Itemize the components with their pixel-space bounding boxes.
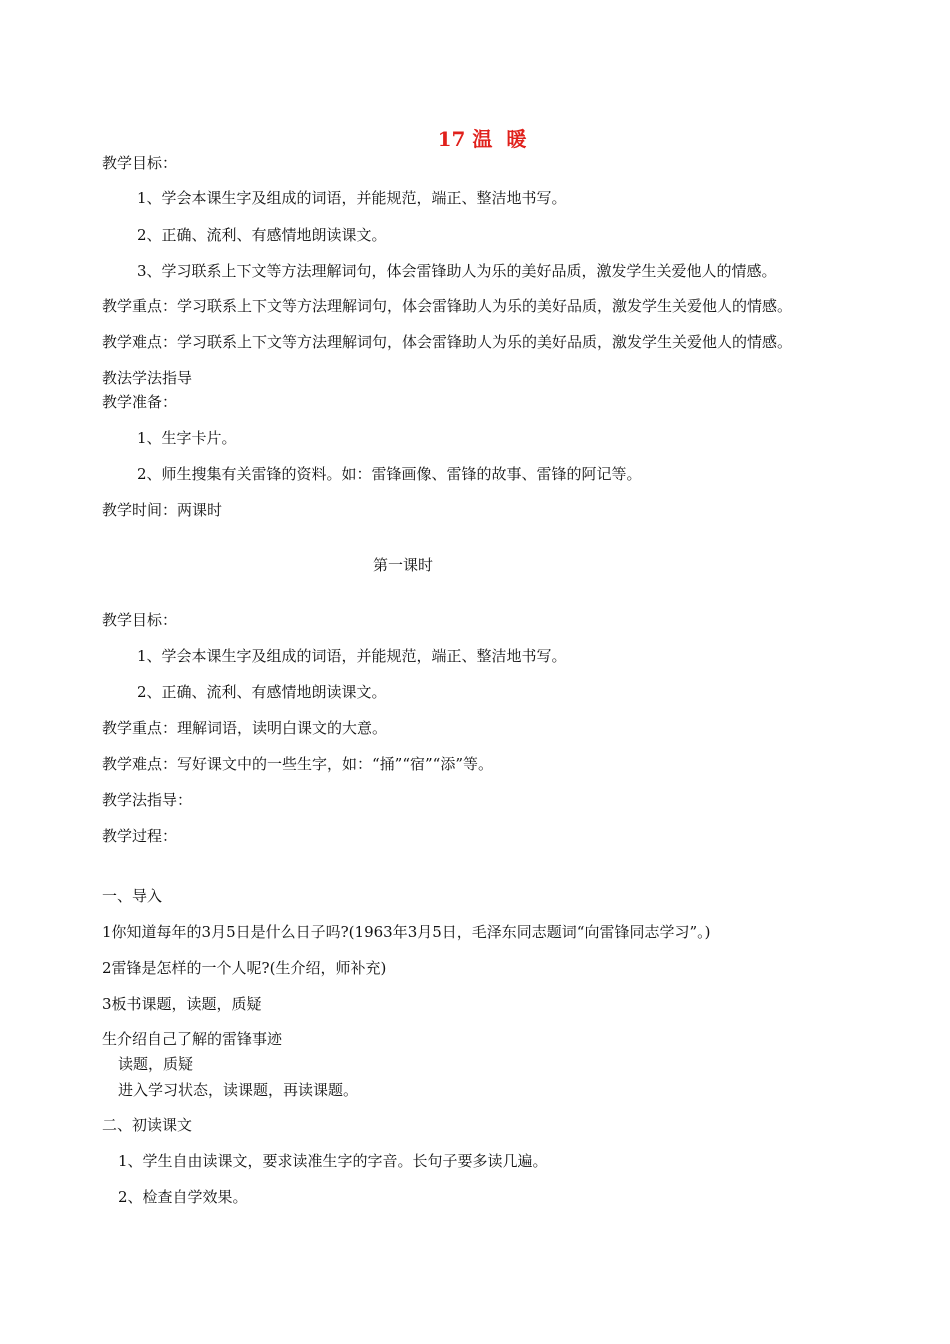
lesson1-goal-item-2: 2、正确、流利、有感情地朗读课文。 <box>137 683 387 701</box>
lesson1-method-guide: 教学法指导： <box>102 791 193 809</box>
section2-item-1: 1、学生自由读课文，要求读准生字的字音。长句子要多读几遍。 <box>118 1152 548 1170</box>
method-guide: 教法学法指导 <box>102 369 193 387</box>
section2-item-2: 2、检查自学效果。 <box>118 1188 248 1206</box>
section1-heading: 一、导入 <box>102 887 163 905</box>
lesson1-key-point: 教学重点：理解词语，读明白课文的大意。 <box>102 719 388 737</box>
difficulty: 教学难点：学习联系上下文等方法理解词句，体会雷锋助人为乐的美好品质，激发学生关爱他人的情感。 <box>102 333 793 351</box>
section1-item-2: 2雷锋是怎样的一个人呢?(生介绍，师补充) <box>102 959 387 977</box>
teaching-time: 教学时间：两课时 <box>102 501 223 519</box>
lesson1-difficulty: 教学难点：写好课文中的一些生字，如：“捅”“宿”“添”等。 <box>102 755 494 773</box>
prep-item-2: 2、师生搜集有关雷锋的资料。如：雷锋画像、雷锋的故事、雷锋的阿记等。 <box>137 465 642 483</box>
goal-item-1: 1、学会本课生字及组成的词语，并能规范，端正、整洁地书写。 <box>137 189 567 207</box>
lesson1-goals-heading: 教学目标： <box>102 611 178 629</box>
section1-item-3: 3板书课题，读题，质疑 <box>102 995 262 1013</box>
section1-item-1: 1你知道每年的3月5日是什么日子吗?(1963年3月5日，毛泽东同志题词“向雷锋同志学习”。) <box>102 923 711 941</box>
key-point: 教学重点：学习联系上下文等方法理解词句，体会雷锋助人为乐的美好品质，激发学生关爱他人的情感。 <box>102 297 793 315</box>
section2-heading: 二、初读课文 <box>102 1116 193 1134</box>
goals-heading: 教学目标： <box>102 154 178 172</box>
prep-item-1: 1、生字卡片。 <box>137 429 237 447</box>
section1-note-3: 进入学习状态，读课题，再读课题。 <box>118 1081 359 1099</box>
section1-note-1: 生介绍自己了解的雷锋事迹 <box>102 1030 283 1048</box>
section1-note-2: 读题，质疑 <box>118 1055 194 1073</box>
prep-heading: 教学准备： <box>102 393 178 411</box>
lesson1-goal-item-1: 1、学会本课生字及组成的词语，并能规范，端正、整洁地书写。 <box>137 647 567 665</box>
lesson1-heading: 第一课时 <box>372 556 433 574</box>
lesson-title: 17 温 暖 <box>437 127 527 151</box>
lesson1-process-heading: 教学过程： <box>102 827 178 845</box>
goal-item-2: 2、正确、流利、有感情地朗读课文。 <box>137 226 387 244</box>
goal-item-3: 3、学习联系上下文等方法理解词句，体会雷锋助人为乐的美好品质，激发学生关爱他人的情感。 <box>137 262 777 280</box>
